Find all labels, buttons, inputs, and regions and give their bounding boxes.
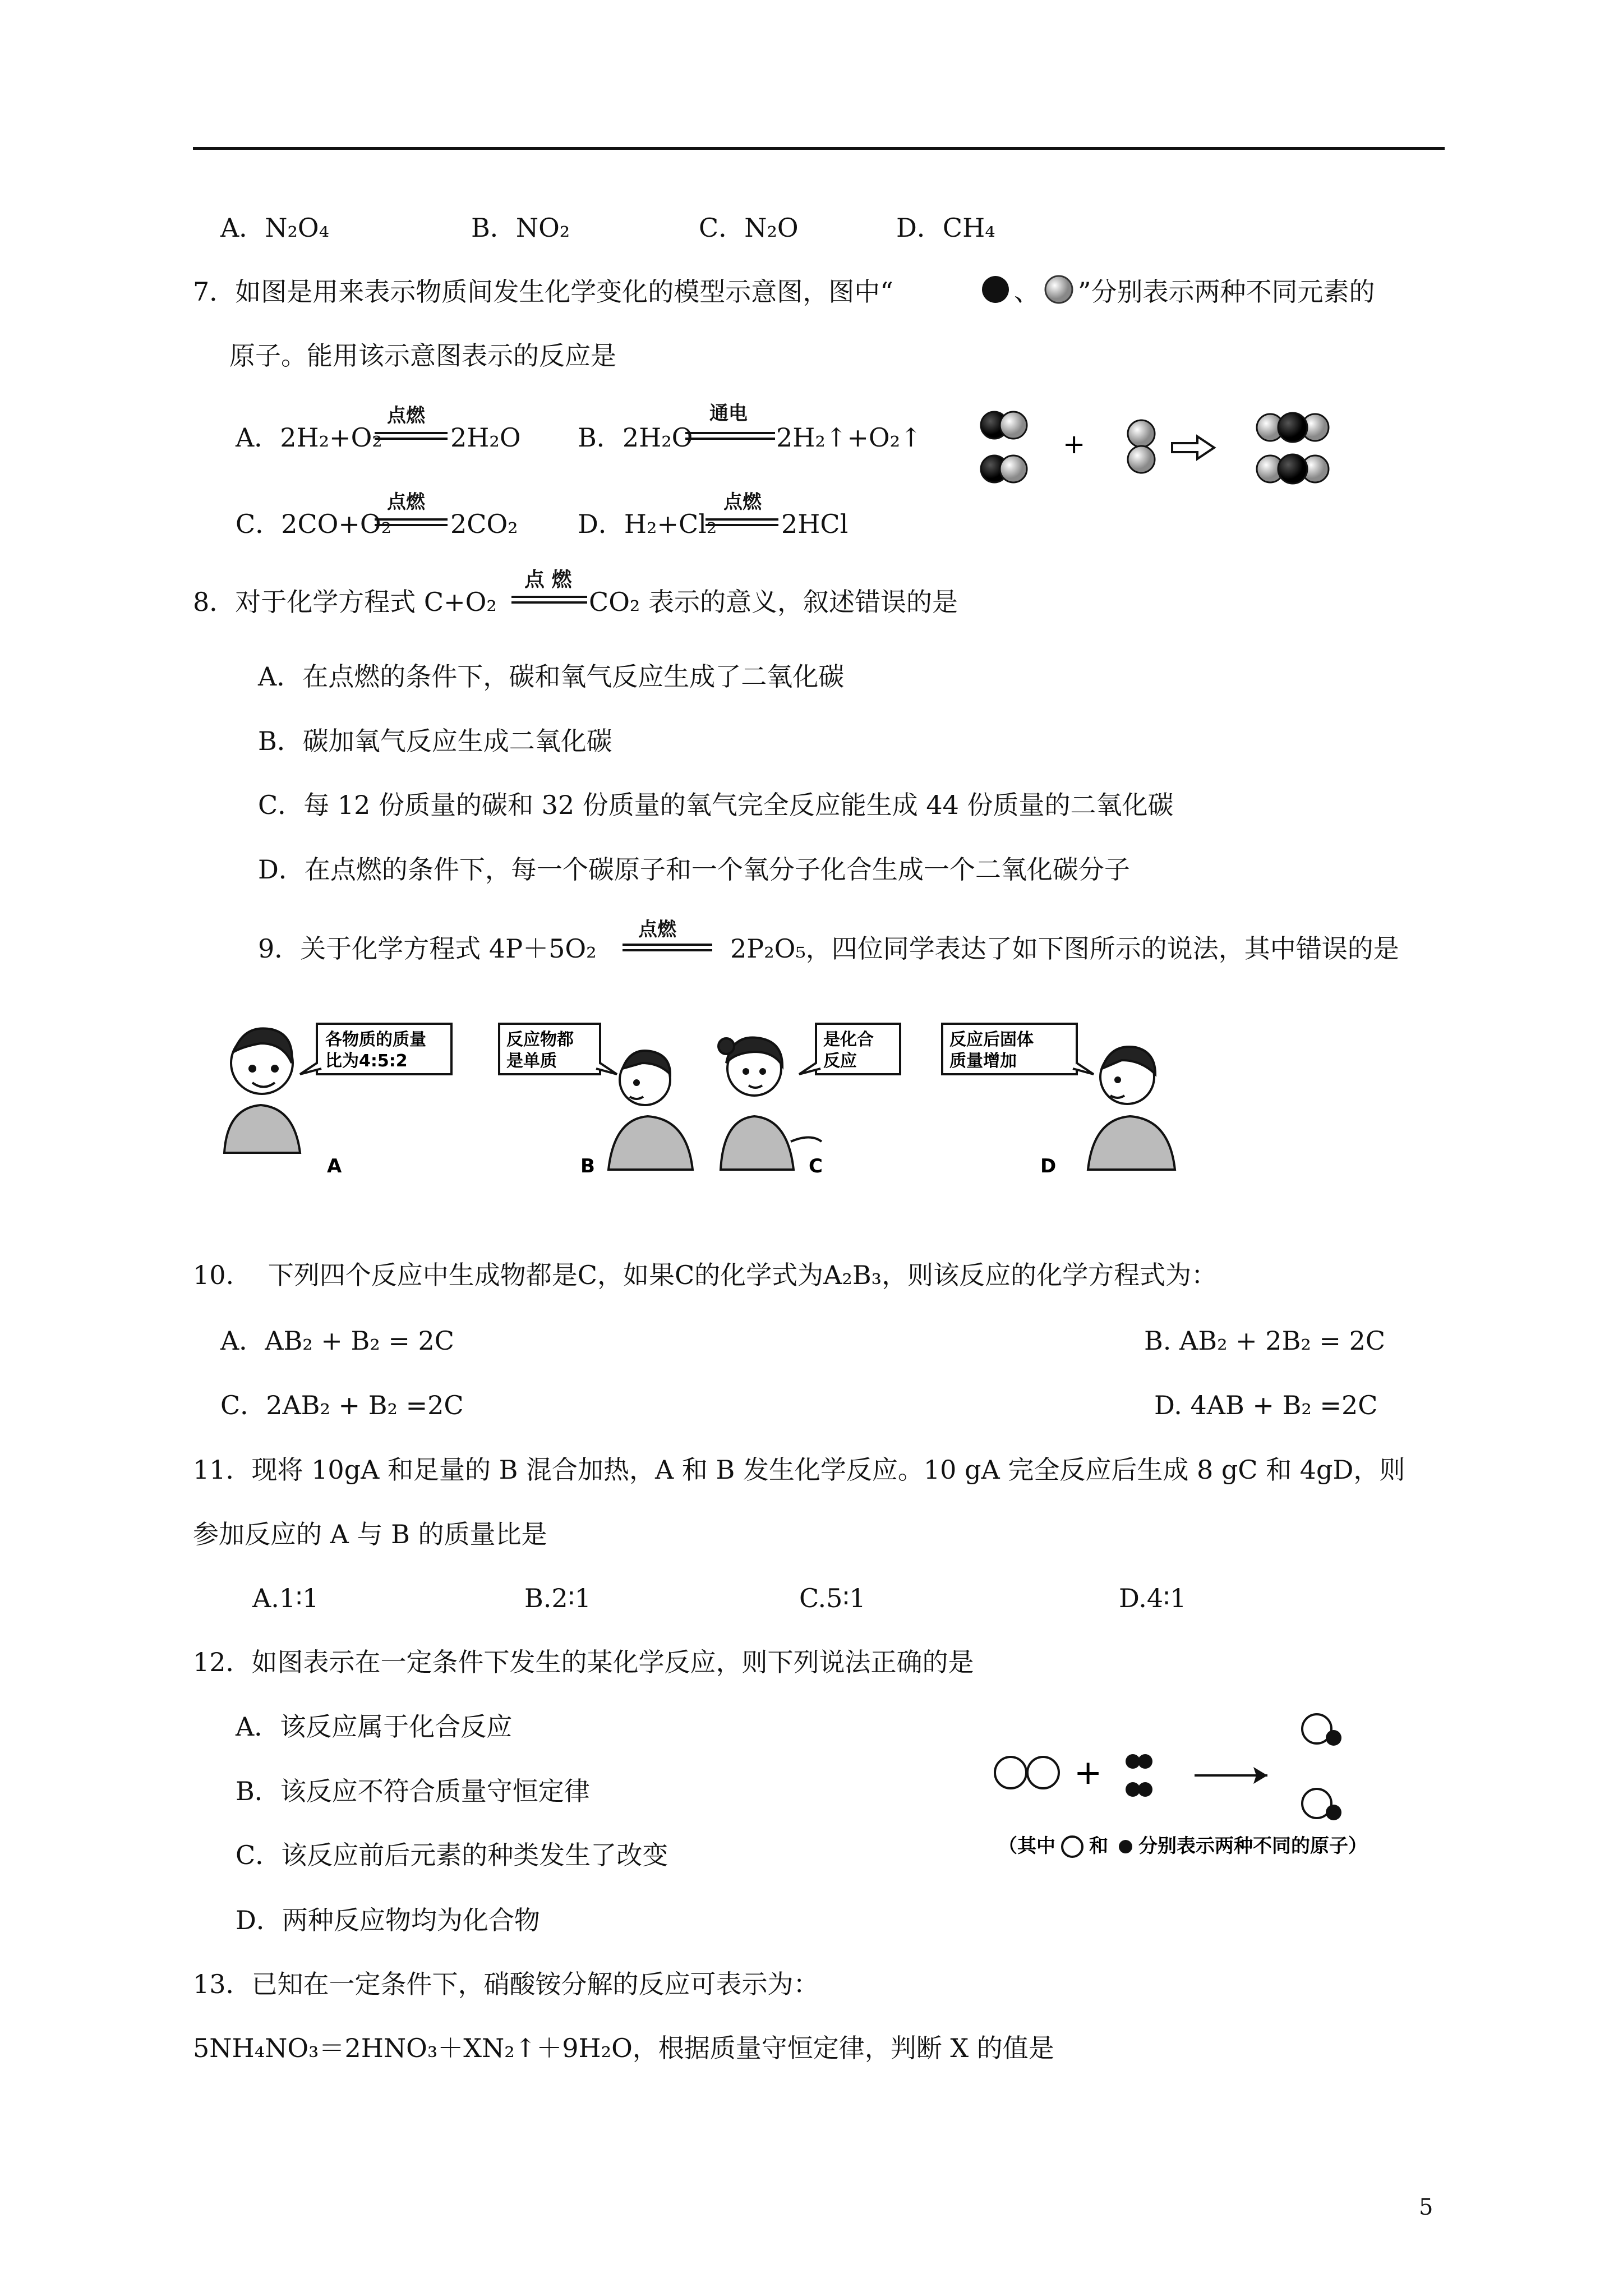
q7-option-b-right: 2H₂↑+O₂↑: [776, 422, 922, 453]
q9-stem-suffix: 2P₂O₅，四位同学表达了如下图所示的说法，其中错误的是: [730, 933, 1399, 964]
reactant-white-molecule: [995, 1757, 1059, 1788]
gray-atom-icon: [1042, 273, 1076, 306]
bubble-a-line2: 比为4:5:2: [325, 1051, 408, 1071]
q12-caption-part1: （其中: [998, 1835, 1055, 1857]
q11-option-c: C.5∶1: [799, 1583, 866, 1613]
q9-stem-condition: 点燃: [638, 918, 676, 941]
q10-option-c: C．2AB₂ + B₂ =2C: [220, 1390, 464, 1420]
q12-option-b: B．该反应不符合质量守恒定律: [236, 1776, 590, 1806]
q8-stem-condition: 点 燃: [524, 568, 572, 591]
cartoon-label-d: D: [1040, 1155, 1057, 1177]
q8-option-d: D．在点燃的条件下，每一个碳原子和一个氧分子化合生成一个二氧化碳分子: [258, 854, 1130, 885]
q11-stem-line2: 参加反应的 A 与 B 的质量比是: [193, 1519, 547, 1549]
q6-option-b: B．NO₂: [471, 213, 570, 243]
q10-stem: 10. 下列四个反应中生成物都是C，如果C的化学式为A₂B₃，则该反应的化学方程式为：: [193, 1260, 1218, 1290]
q8-option-c: C．每 12 份质量的碳和 32 份质量的氧气完全反应能生成 44 份质量的二氧化碳: [258, 790, 1174, 820]
bubble-b-line1: 反应物都: [506, 1030, 574, 1050]
q7-stem-line1-part1: 7．如图是用来表示物质间发生化学变化的模型示意图，图中“: [193, 277, 893, 307]
q7-option-d-left: D．H₂+Cl₂: [578, 509, 717, 539]
bubble-d-line1: 反应后固体: [949, 1030, 1034, 1050]
white-atom-icon: [1062, 1837, 1082, 1857]
cartoon-label-b: B: [580, 1155, 595, 1177]
student-c-figure: [718, 1038, 822, 1170]
q12-option-d: D．两种反应物均为化合物: [236, 1905, 540, 1935]
q8-stem-suffix: CO₂ 表示的意义，叙述错误的是: [589, 587, 958, 617]
reactant-black-molecules: [1126, 1754, 1152, 1797]
q7-stem-line2: 原子。能用该示意图表示的反应是: [229, 341, 616, 371]
q8-stem-prefix: 8．对于化学方程式 C+O₂: [193, 587, 497, 617]
q7-option-b-equals: [685, 432, 775, 440]
q12-diagram-plus: +: [1074, 1753, 1103, 1792]
q7-option-a-equals: [375, 432, 448, 440]
q7-reaction-diagram: [979, 403, 1343, 493]
student-a-figure: [224, 1028, 300, 1153]
q11-option-a: A.1∶1: [252, 1583, 319, 1613]
q13-equation: 5NH₄NO₃＝2HNO₃＋XN₂↑＋9H₂O，根据质量守恒定律，判断 X 的值是: [193, 2033, 1054, 2063]
cartoon-label-c: C: [809, 1155, 823, 1177]
q7-option-a-right: 2H₂O: [450, 422, 521, 453]
q8-option-b: B．碳加氧气反应生成二氧化碳: [258, 726, 612, 756]
q7-diagram-plus: +: [1063, 429, 1086, 460]
q7-option-b-left: B．2H₂O: [578, 422, 693, 453]
q11-option-d: D.4∶1: [1119, 1583, 1187, 1613]
reactant-black-gray-molecules: [981, 412, 1027, 482]
q6-option-d: D．CH₄: [896, 213, 995, 243]
q7-stem-line1-part2: ”分别表示两种不同元素的: [1078, 277, 1375, 307]
q7-option-d-equals: [706, 518, 778, 526]
q7-option-c-condition: 点燃: [387, 491, 425, 513]
cartoon-label-a: A: [327, 1155, 342, 1177]
q7-option-c-left: C．2CO+O₂: [236, 509, 392, 539]
bubble-c-line2: 反应: [823, 1051, 857, 1071]
q13-stem: 13．已知在一定条件下，硝酸铵分解的反应可表示为：: [193, 1969, 819, 1999]
q7-option-b-condition: 通电: [709, 402, 748, 425]
q10-option-a: A．AB₂ + B₂ = 2C: [220, 1326, 454, 1356]
q12-caption-part3: 分别表示两种不同的原子）: [1138, 1835, 1367, 1857]
header-rule: [193, 147, 1445, 150]
q6-option-c: C．N₂O: [699, 213, 799, 243]
q9-stem-prefix: 9．关于化学方程式 4P＋5O₂: [258, 933, 597, 964]
q7-option-d-right: 2HCl: [781, 509, 849, 539]
q12-caption-part2: 和: [1089, 1835, 1108, 1857]
q10-option-b: B. AB₂ + 2B₂ = 2C: [1144, 1326, 1386, 1356]
q11-option-b: B.2∶1: [524, 1583, 591, 1613]
q11-stem-line1: 11．现将 10gA 和足量的 B 混合加热，A 和 B 发生化学反应。10 gA 完全反应后生成 8 gC 和 4gD，则: [193, 1455, 1405, 1485]
q12-option-a: A．该反应属于化合反应: [236, 1711, 513, 1742]
product-molecules: [1257, 413, 1329, 484]
q12-reaction-diagram: [987, 1705, 1408, 1862]
reaction-arrow-icon: [1172, 436, 1214, 459]
black-atom-icon: [979, 273, 1012, 306]
q7-option-c-equals: [375, 518, 448, 526]
page-number: 5: [1419, 2194, 1433, 2220]
q9-stem-equals: [623, 944, 712, 951]
bubble-a-line1: 各物质的质量: [325, 1030, 426, 1050]
bubble-b-line2: 是单质: [506, 1051, 557, 1071]
q6-option-a: A．N₂O₄: [220, 213, 330, 243]
q7-stem-separator: 、: [1014, 277, 1040, 307]
product-molecules: [1302, 1714, 1341, 1820]
q12-stem: 12．如图表示在一定条件下发生的某化学反应，则下列说法正确的是: [193, 1647, 974, 1677]
q7-option-c-right: 2CO₂: [450, 509, 518, 539]
q10-option-d: D. 4AB + B₂ =2C: [1154, 1390, 1378, 1420]
reactant-gray-molecule: [1128, 420, 1155, 473]
q8-stem-equals: [511, 596, 587, 604]
q7-option-a-condition: 点燃: [387, 404, 425, 427]
student-b-figure: [608, 1051, 693, 1170]
q7-option-d-condition: 点燃: [723, 491, 762, 513]
q8-option-a: A．在点燃的条件下，碳和氧气反应生成了二氧化碳: [258, 661, 845, 692]
bubble-c-line1: 是化合: [823, 1030, 874, 1050]
bubble-d-line2: 质量增加: [949, 1051, 1017, 1071]
student-d-figure: [1088, 1047, 1175, 1170]
q12-option-c: C．该反应前后元素的种类发生了改变: [236, 1840, 668, 1870]
q9-cartoon-panel: [222, 1013, 1186, 1181]
black-atom-icon: [1119, 1840, 1132, 1853]
q7-option-a-left: A．2H₂+O₂: [236, 422, 382, 453]
